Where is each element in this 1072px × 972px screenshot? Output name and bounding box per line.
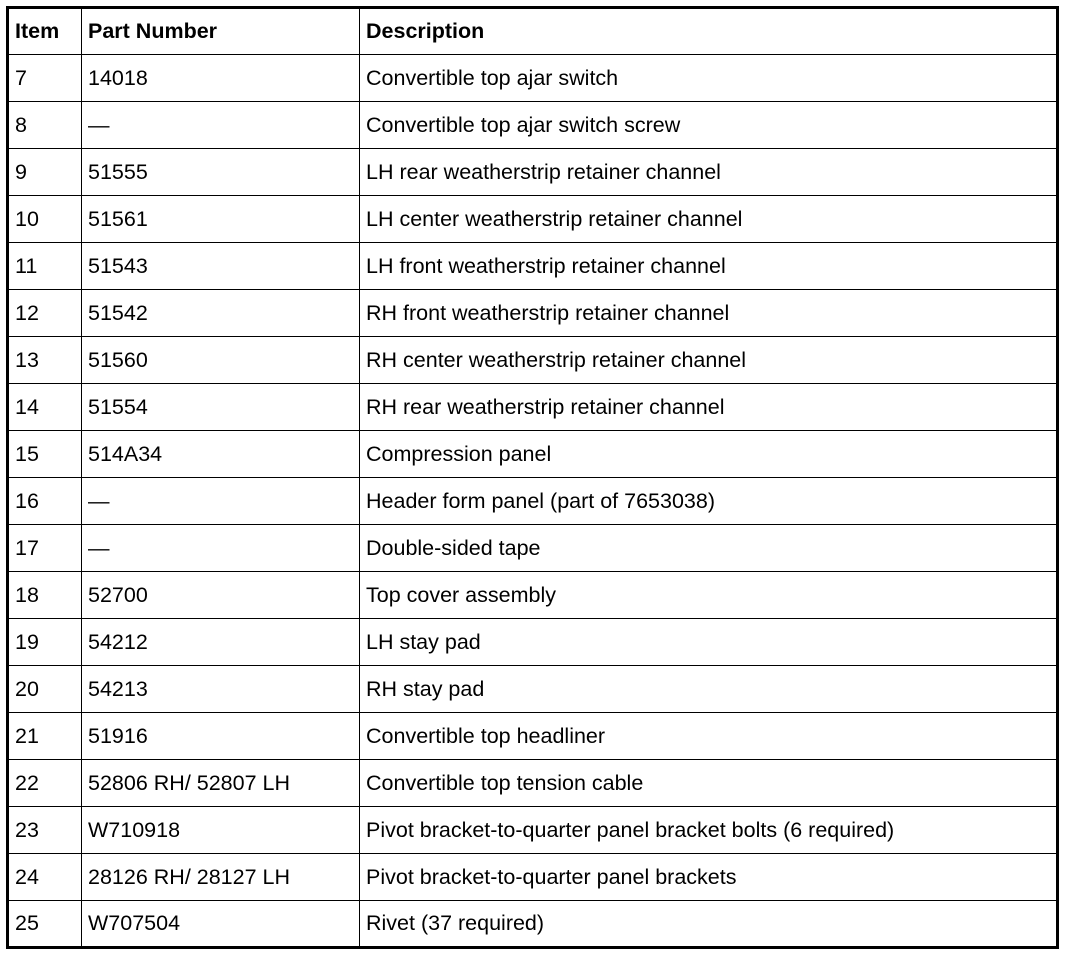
table-row <box>8 854 1058 901</box>
table-row <box>8 901 1058 948</box>
header-row <box>8 8 1058 55</box>
description-cell: Top cover assembly <box>360 572 1058 619</box>
item-cell: 22 <box>8 760 82 807</box>
header-item: Item <box>8 8 82 55</box>
table-row <box>8 807 1058 854</box>
item-cell: 17 <box>8 525 82 572</box>
item-cell: 11 <box>8 243 82 290</box>
item-cell: 14 <box>8 384 82 431</box>
part-number-cell: — <box>82 478 360 525</box>
part-number-cell: 51561 <box>82 196 360 243</box>
part-number-cell: 51916 <box>82 713 360 760</box>
description-cell: LH center weatherstrip retainer channel <box>360 196 1058 243</box>
item-cell: 21 <box>8 713 82 760</box>
header-description: Description <box>360 8 1058 55</box>
description-cell: RH rear weatherstrip retainer channel <box>360 384 1058 431</box>
table-row <box>8 149 1058 196</box>
description-cell: Convertible top headliner <box>360 713 1058 760</box>
table-row <box>8 337 1058 384</box>
table-row <box>8 102 1058 149</box>
table-row <box>8 572 1058 619</box>
part-number-cell: — <box>82 525 360 572</box>
table-row <box>8 431 1058 478</box>
description-cell: Convertible top ajar switch screw <box>360 102 1058 149</box>
table-row <box>8 760 1058 807</box>
item-cell: 16 <box>8 478 82 525</box>
part-number-cell: 51543 <box>82 243 360 290</box>
item-cell: 15 <box>8 431 82 478</box>
part-number-cell: 514A34 <box>82 431 360 478</box>
table-header <box>8 8 1058 55</box>
item-cell: 25 <box>8 901 82 948</box>
description-cell: Double-sided tape <box>360 525 1058 572</box>
table-row <box>8 525 1058 572</box>
description-cell: RH front weatherstrip retainer channel <box>360 290 1058 337</box>
part-number-cell: 54213 <box>82 666 360 713</box>
item-cell: 19 <box>8 619 82 666</box>
table-row <box>8 196 1058 243</box>
item-cell: 8 <box>8 102 82 149</box>
description-cell: RH stay pad <box>360 666 1058 713</box>
description-cell: Convertible top ajar switch <box>360 55 1058 102</box>
header-part-number: Part Number <box>82 8 360 55</box>
table-row <box>8 55 1058 102</box>
part-number-cell: 14018 <box>82 55 360 102</box>
item-cell: 10 <box>8 196 82 243</box>
table-row <box>8 243 1058 290</box>
description-cell: Rivet (37 required) <box>360 901 1058 948</box>
table-row <box>8 713 1058 760</box>
table-row <box>8 666 1058 713</box>
item-cell: 9 <box>8 149 82 196</box>
part-number-cell: 54212 <box>82 619 360 666</box>
part-number-cell: W707504 <box>82 901 360 948</box>
item-cell: 18 <box>8 572 82 619</box>
part-number-cell: 51560 <box>82 337 360 384</box>
table-body <box>8 55 1058 948</box>
table-row <box>8 478 1058 525</box>
item-cell: 20 <box>8 666 82 713</box>
description-cell: LH rear weatherstrip retainer channel <box>360 149 1058 196</box>
part-number-cell: — <box>82 102 360 149</box>
part-number-cell: W710918 <box>82 807 360 854</box>
item-cell: 13 <box>8 337 82 384</box>
description-cell: Pivot bracket-to-quarter panel bracket bolts (6 required) <box>360 807 1058 854</box>
part-number-cell: 52700 <box>82 572 360 619</box>
item-cell: 7 <box>8 55 82 102</box>
description-cell: LH stay pad <box>360 619 1058 666</box>
item-cell: 23 <box>8 807 82 854</box>
part-number-cell: 51542 <box>82 290 360 337</box>
part-number-cell: 52806 RH/ 52807 LH <box>82 760 360 807</box>
part-number-cell: 51555 <box>82 149 360 196</box>
item-cell: 24 <box>8 854 82 901</box>
part-number-cell: 51554 <box>82 384 360 431</box>
description-cell: Pivot bracket-to-quarter panel brackets <box>360 854 1058 901</box>
table-row <box>8 290 1058 337</box>
description-cell: Header form panel (part of 7653038) <box>360 478 1058 525</box>
parts-table <box>6 6 1059 949</box>
description-cell: Compression panel <box>360 431 1058 478</box>
description-cell: RH center weatherstrip retainer channel <box>360 337 1058 384</box>
part-number-cell: 28126 RH/ 28127 LH <box>82 854 360 901</box>
description-cell: LH front weatherstrip retainer channel <box>360 243 1058 290</box>
description-cell: Convertible top tension cable <box>360 760 1058 807</box>
table-row <box>8 384 1058 431</box>
item-cell: 12 <box>8 290 82 337</box>
table-row <box>8 619 1058 666</box>
